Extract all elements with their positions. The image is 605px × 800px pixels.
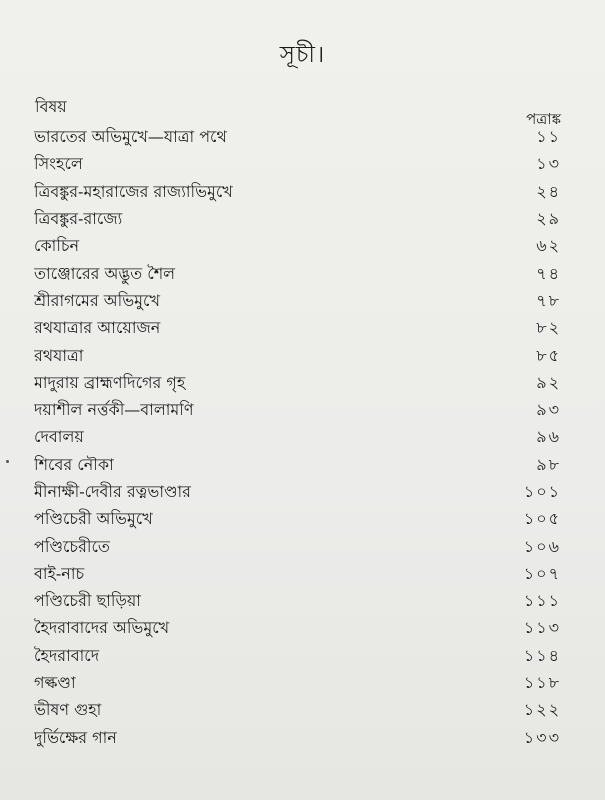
toc-entry-page: ৯৩ <box>536 400 561 420</box>
toc-entry-title: পণ্ডিচেরী ছাড়িয়া <box>34 591 141 611</box>
toc-entry <box>34 479 561 506</box>
toc-entry-title: দুর্ভিক্ষের গান <box>34 727 117 747</box>
toc-entry <box>34 315 561 342</box>
toc-entry-page: ১০৫ <box>523 509 561 529</box>
toc-entry <box>34 233 561 260</box>
toc-entry-title: ভারতের অভিমুখে—যাত্রা পথে <box>34 127 227 147</box>
toc-entry <box>34 643 561 670</box>
toc-entry-title: হৈদরাবাদের অভিমুখে <box>34 618 170 638</box>
toc-entry-page: ১০১ <box>523 482 561 501</box>
toc-entry <box>34 397 561 424</box>
toc-entry-title: গল্কণ্ডা <box>34 673 76 693</box>
toc-entry <box>34 342 561 369</box>
toc-entry-title: পণ্ডিচেরীতে <box>34 536 110 556</box>
toc-entry <box>34 124 561 151</box>
toc-entry-page: ২৯ <box>536 209 561 229</box>
toc-entry-title: মাদুরায় ব্রাহ্মণদিগের গৃহ <box>34 372 186 392</box>
toc-entry-title: তাঞ্জোরের অদ্ভুত শৈল <box>34 263 176 283</box>
toc-entry-page: ৯২ <box>536 372 561 392</box>
toc-entry-title: দেবালয় <box>34 427 84 447</box>
toc-entry <box>34 670 561 697</box>
table-of-contents <box>34 124 561 752</box>
toc-entry <box>34 697 561 724</box>
toc-entry-page: ১৩ <box>536 154 561 174</box>
toc-entry <box>34 424 561 451</box>
toc-entry-page: ১২২ <box>523 700 561 720</box>
toc-entry-title: রথযাত্রার আয়োজন <box>34 318 161 338</box>
toc-entry-title: ভীষণ গুহা <box>34 700 102 720</box>
toc-entry-title: বাই-নাচ <box>34 563 85 583</box>
toc-entry <box>34 506 561 533</box>
toc-entry <box>34 615 561 642</box>
toc-entry-page: ১১৮ <box>523 673 561 693</box>
ink-speck <box>6 460 9 463</box>
toc-entry-page: ৭৪ <box>536 263 561 283</box>
subject-column-header: বিষয় <box>35 97 67 116</box>
toc-entry <box>34 588 561 615</box>
toc-entry-page: ৮২ <box>536 318 561 338</box>
toc-entry-page: ২৪ <box>536 181 561 201</box>
toc-entry-page: ১১১ <box>523 591 561 611</box>
toc-entry-page: ১১ <box>536 127 561 147</box>
toc-entry-title: পণ্ডিচেরী অভিমুখে <box>34 509 153 529</box>
toc-entry-title: শ্রীরাগমের অভিমুখে <box>34 290 160 310</box>
toc-entry-title: শিবের নৌকা <box>34 454 114 474</box>
toc-entry <box>34 151 561 178</box>
toc-entry <box>34 179 561 206</box>
toc-entry-title: ত্রিবঙ্কুর-মহারাজের রাজ্যাভিমুখে <box>34 181 233 201</box>
toc-entry-title: কোচিন <box>34 236 80 256</box>
toc-entry <box>34 260 561 287</box>
toc-entry-page: ১৩৩ <box>523 727 561 747</box>
toc-entry-page: ৭৮ <box>536 290 561 310</box>
toc-entry-title: হৈদরাবাদে <box>34 645 100 665</box>
toc-entry-page: ৯৬ <box>536 427 561 447</box>
toc-entry <box>34 288 561 315</box>
toc-entry-title: মীনাক্ষী-দেবীর রত্নভাণ্ডার <box>34 482 191 501</box>
toc-entry <box>34 533 561 560</box>
toc-entry-page: ৮৫ <box>536 345 561 365</box>
toc-entry <box>34 725 561 752</box>
toc-entry <box>34 561 561 588</box>
toc-entry-title: সিংহলে <box>34 154 83 174</box>
toc-entry-page: ১১৩ <box>523 618 561 638</box>
toc-entry-page: ১০৭ <box>523 563 561 583</box>
toc-entry-page: ৬২ <box>536 236 561 256</box>
toc-entry-page: ৯৮ <box>536 454 561 474</box>
page-number-column-header: পত্রাঙ্ক <box>526 110 561 128</box>
toc-entry <box>34 452 561 479</box>
toc-entry-title: দয়াশীল নর্ত্তকী—বালামণি <box>34 400 194 420</box>
toc-entry <box>34 206 561 233</box>
toc-entry-title: ত্রিবঙ্কুর-রাজ্যে <box>34 209 123 229</box>
toc-entry <box>34 370 561 397</box>
page-title: সূচী। <box>279 42 326 68</box>
toc-entry-title: রথযাত্রা <box>34 345 84 365</box>
toc-entry-page: ১১৪ <box>523 645 561 665</box>
toc-entry-page: ১০৬ <box>523 536 561 556</box>
